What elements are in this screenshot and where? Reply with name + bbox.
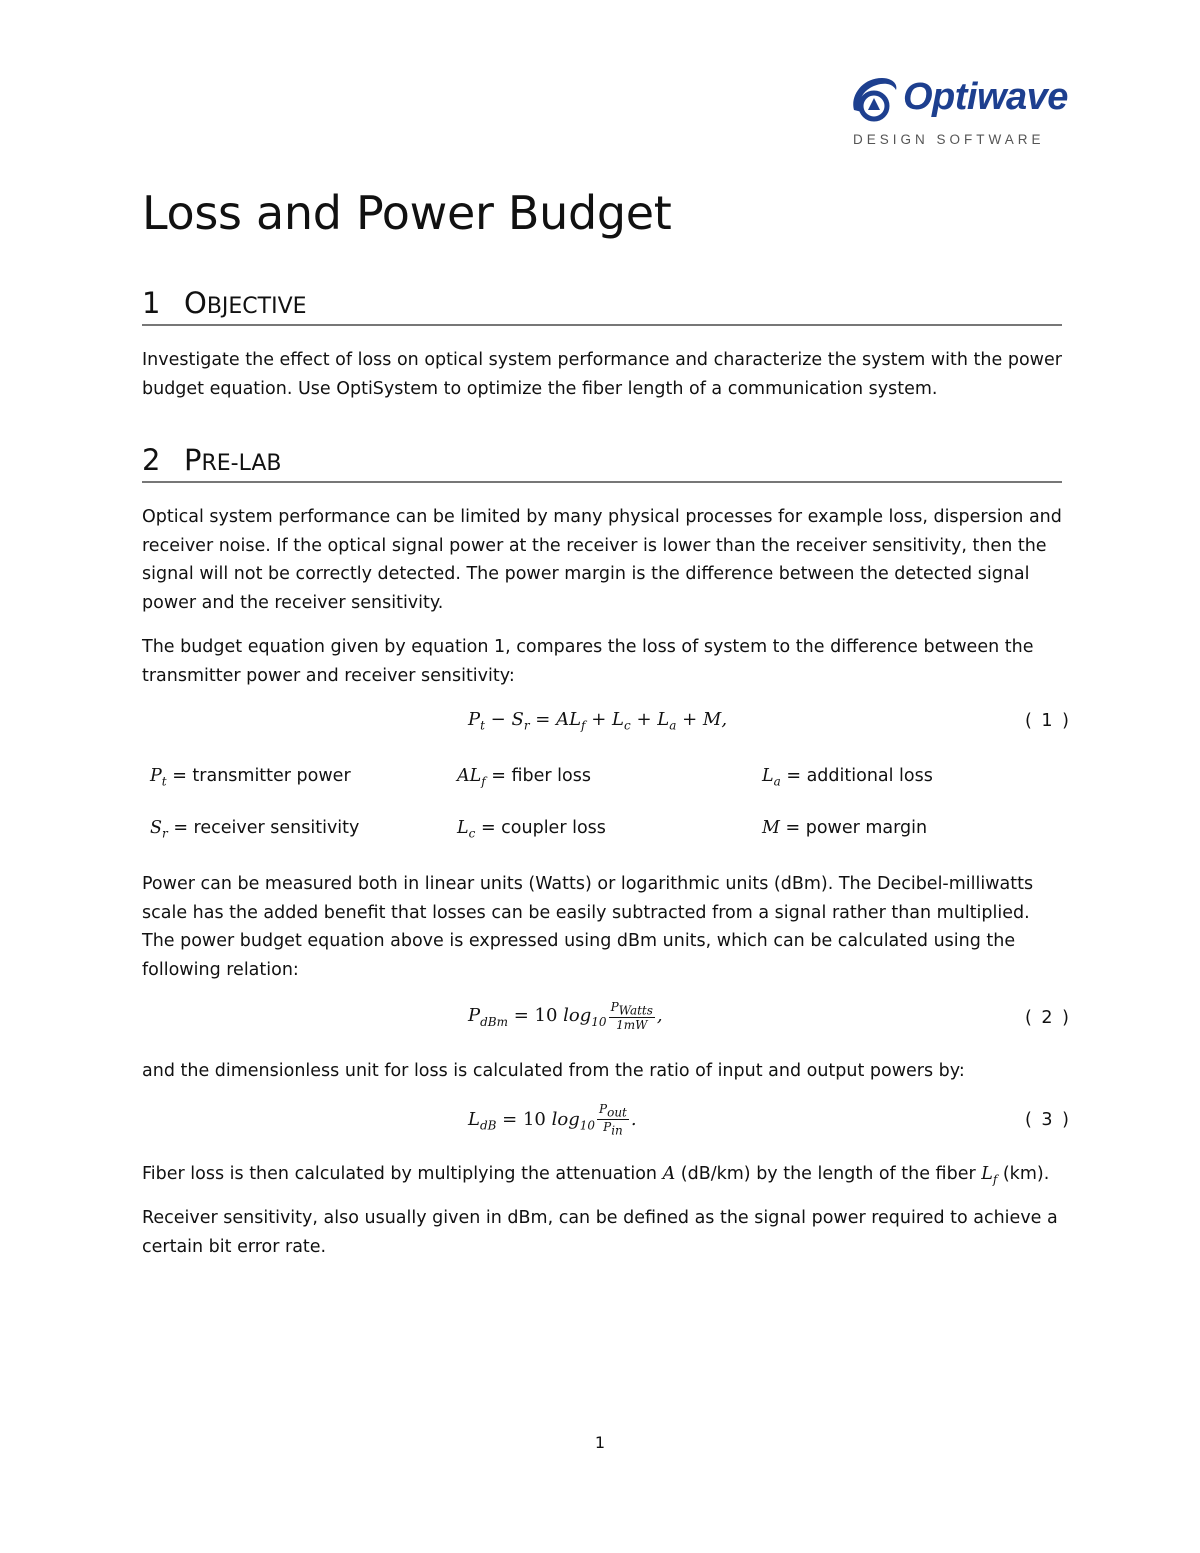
definition-transmitter-power: $P_t$ = transmitter power xyxy=(150,766,351,789)
equation-1-number: ( 1 ) xyxy=(1025,711,1071,731)
definition-additional-loss: $L_a$ = additional loss xyxy=(762,766,933,789)
fiber-loss-paragraph: Fiber loss is then calculated by multiplying the attenuation A (dB/km) by the length of the fiber $L_f$ (km). xyxy=(142,1164,1050,1187)
logo-name: Optiwave xyxy=(903,76,1068,118)
loss-paragraph: and the dimensionless unit for loss is calculated from the ratio of input and output powers by: xyxy=(142,1061,965,1081)
section-heading-prelab: 2 PRE-LAB xyxy=(142,443,1062,483)
equation-2: $P_{dBm} = 10$ $\log_{10}$ $\frac{P_{Watts}}{1mW}$ , xyxy=(468,1000,663,1033)
definition-coupler-loss: $L_c$ = coupler loss xyxy=(457,818,606,841)
sensitivity-paragraph: Receiver sensitivity, also usually given in dBm, can be defined as the signal power required to achieve a certain bit error rate. xyxy=(142,1208,1058,1257)
equation-1: $P_t - S_r = AL_f + L_c + L_a + M$, xyxy=(468,709,728,733)
equation-3-number: ( 3 ) xyxy=(1025,1110,1071,1130)
objective-paragraph: Investigate the effect of loss on optical system performance and characterize the system with the power budget equation. Use OptiSystem to optimize the fiber length of a communication system. xyxy=(142,350,1062,399)
power-paragraph: Power can be measured both in linear units (Watts) or logarithmic units (dBm). The Decibel-milliwatts scale has the added benefit that losses can be easily subtracted from a signal rather than multiplied. The power budget equation above is expressed using dBm units, which can be calculated using the following relation: xyxy=(142,874,1034,981)
section-heading-objective: 1 OBJECTIVE xyxy=(142,286,1062,326)
definition-receiver-sensitivity: $S_r$ = receiver sensitivity xyxy=(150,818,360,841)
equation-2-number: ( 2 ) xyxy=(1025,1008,1071,1028)
definition-power-margin: M = power margin xyxy=(762,818,928,838)
equation-3: $L_{dB} = 10$ $\log_{10}$ $\frac{P_{out}}{P_{in}}$ . xyxy=(468,1102,637,1138)
prelab-paragraph-1: Optical system performance can be limited by many physical processes for example loss, dispersion and receiver noise. If the optical signal power at the receiver is lower than the receiver sensitivity, then the signal will not be correctly detected. The power margin is the difference between the detected signal power and the receiver sensitivity. xyxy=(142,507,1062,614)
optiwave-logo-icon xyxy=(848,72,902,126)
logo-tagline: DESIGN SOFTWARE xyxy=(853,132,1045,147)
prelab-paragraph-2: The budget equation given by equation 1, compares the loss of system to the difference between the transmitter power and receiver sensitivity: xyxy=(142,637,1034,686)
definition-fiber-loss: $AL_f$ = fiber loss xyxy=(457,766,591,789)
page-title: Loss and Power Budget xyxy=(142,186,672,240)
optiwave-logo xyxy=(848,72,1068,154)
page-number: 1 xyxy=(594,1433,606,1452)
